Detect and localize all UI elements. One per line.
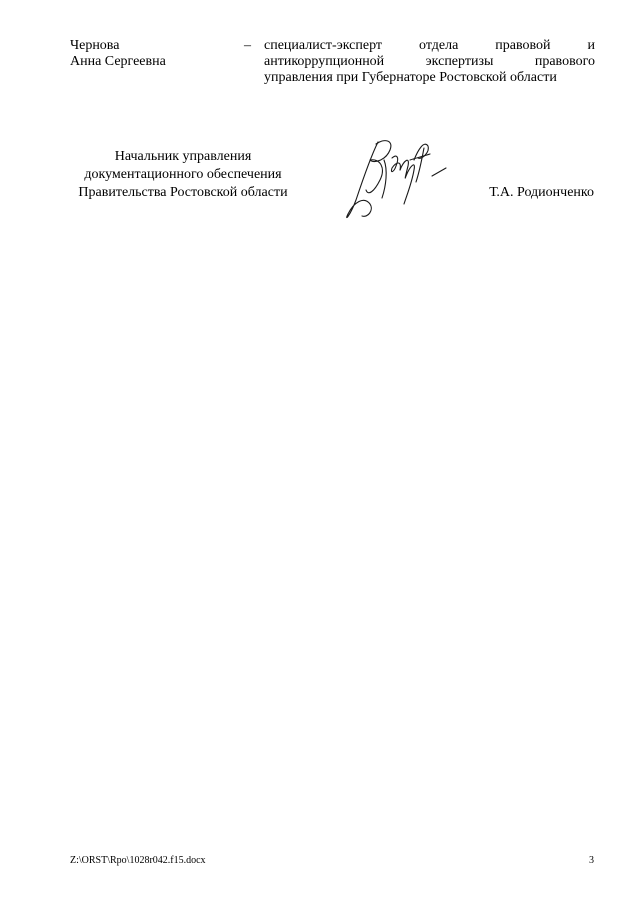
role-word: правовой <box>495 38 551 53</box>
role-word: отдела <box>419 38 459 53</box>
signatory-name: Т.А. Родионченко <box>489 185 594 200</box>
footer-file-path: Z:\ORST\Rpo\1028r042.f15.docx <box>70 855 206 866</box>
role-word: и <box>587 38 595 53</box>
signatory-title-line: Правительства Ростовской области <box>78 185 288 200</box>
role-word: экспертизы <box>425 54 494 69</box>
role-line-2 <box>264 54 595 70</box>
signatory-title-line: документационного обеспечения <box>84 167 282 182</box>
member-surname: Чернова <box>70 38 120 53</box>
role-line-3: управления при Губернаторе Ростовской области <box>264 70 557 85</box>
role-word: правового <box>534 54 595 69</box>
handwritten-signature-icon <box>340 130 460 230</box>
signatory-title-line: Начальник управления <box>114 149 252 164</box>
member-role <box>264 38 595 86</box>
signatory-title <box>66 148 300 202</box>
role-word: специалист-эксперт <box>264 38 383 53</box>
footer-page-number: 3 <box>589 855 594 866</box>
role-word: антикоррупционной <box>264 54 385 69</box>
dash-separator: – <box>244 38 251 53</box>
member-name <box>70 38 166 70</box>
role-line-1 <box>264 38 595 54</box>
member-given-names: Анна Сергеевна <box>70 54 166 69</box>
